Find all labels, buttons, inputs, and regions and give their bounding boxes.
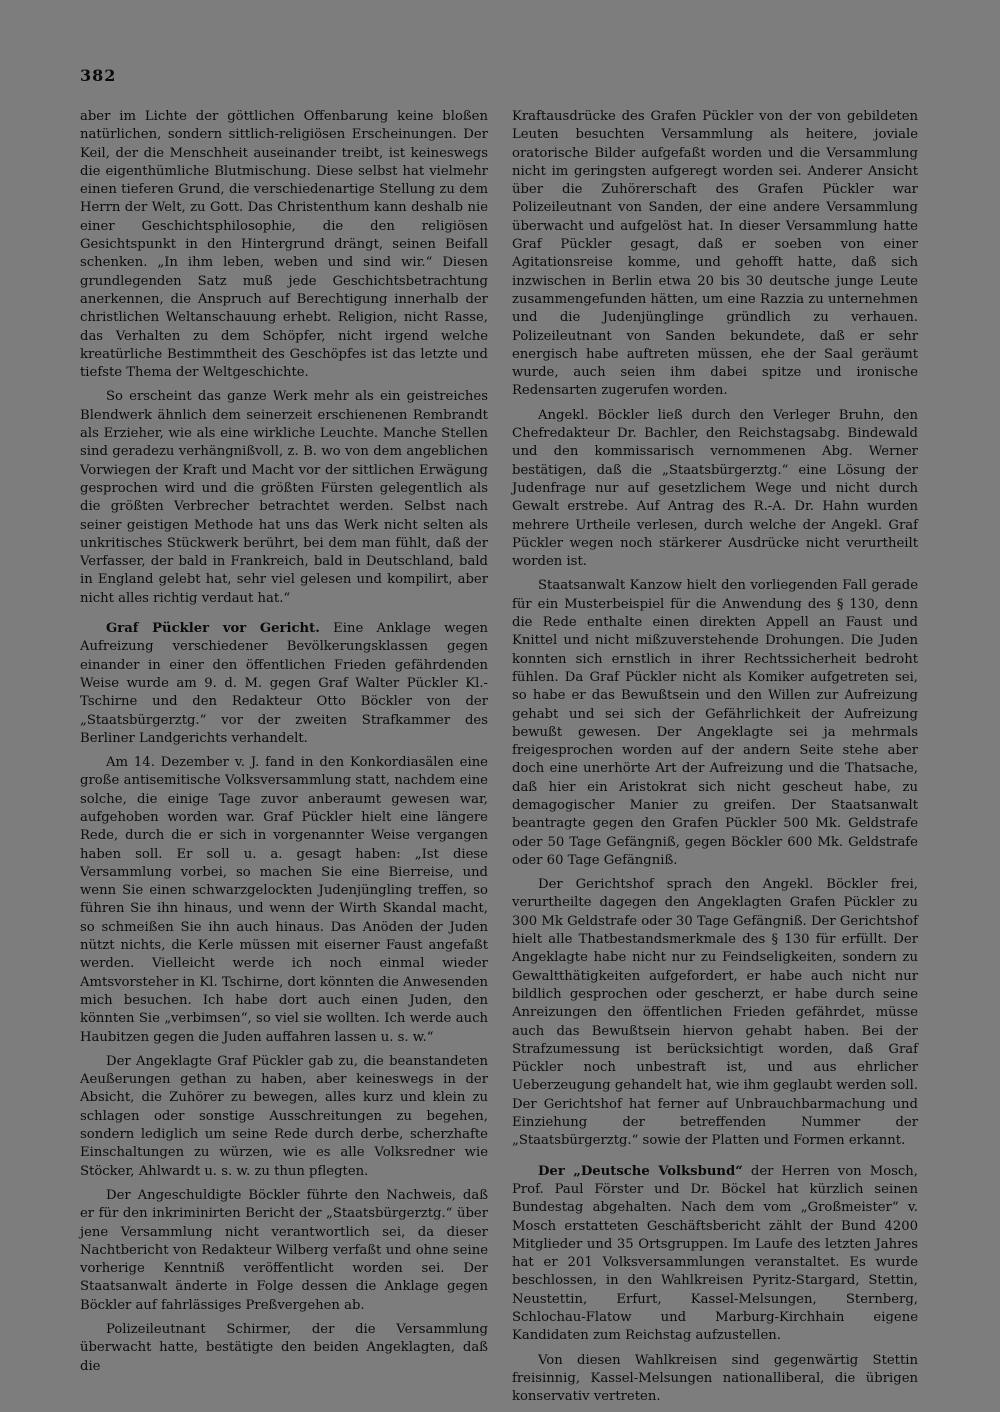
paragraph: Kraftausdrücke des Grafen Pückler von der von gebildeten Leuten besuchten Versammlung als heitere, joviale oratorische Bilder aufgefaßt worden und die Versammlung nicht im geringsten aufgeregt worden sei. Anderer Ansicht über die Zuhörerschaft des Grafen Pückler war Polizeileutnant von Sanden, der eine andere Versammlung überwacht und aufgelöst hat. In dieser Versammlung hatte Graf Pückler gesagt, daß er soeben von einer Agitationsreise komme, und gehofft hatte, daß sich inzwischen in Berlin etwa 20 bis 30 deutsche junge Leute zusammengefunden hätten, um eine Razzia zu unternehmen und die Judenjünglinge gründlich zu verhauen. Polizeileutnant von Sanden bekundete, daß er sehr energisch habe auftreten müssen, ehe der Saal geräumt wurde, auch seien ihm dabei spitze und ironische Redensarten zugerufen worden. [512,109,918,399]
paragraph: Der Angeschuldigte Böckler führte den Nachweis, daß er für den inkriminirten Bericht der „Staatsbürgerztg.“ über jene Versammlung nicht verantwortlich sei, da dieser Nachtbericht von Redakteur Wilberg verfaßt und ohne seine vorherige Kenntniß veröffentlicht worden sei. Der Staatsanwalt änderte in Folge dessen die Anklage gegen Böckler auf fahrlässiges Preßvergehen ab. [80,1187,488,1313]
paragraph: Am 14. Dezember v. J. fand in den Konkordiasälen eine große antisemitische Volksversammlung statt, nachdem eine solche, die einige Tage zuvor anberaumt gewesen war, aufgehoben worden war. Graf Pückler hielt eine längere Rede, durch die er sich in vorgenannter Weise vergangen haben soll. Er soll u. a. gesagt haben: „Ist diese Versammlung vorbei, so machen Sie eine Bierreise, und wenn Sie einen schwarzgelockten Judenjüngling treffen, so führen Sie ihn hinaus, und wenn der Wirth Skandal macht, so schmeißen Sie ihn auch hinaus. Das Anöden der Juden nützt nichts, die Kerle müssen mit eiserner Faust angefaßt werden. Vielleicht werde ich noch einmal wieder Amtsvorsteher in Kl. Tschirne, dort könnten die Anwesenden mich besuchen. Ich habe dort auch einen Juden, den könnten Sie „verbimsen“, so viel sie wollten. Ich werde auch Haubitzen gegen die Juden auffahren lassen u. s. w.“ [80,755,488,1045]
section-heading: Der „Deutsche Volksbund“ [538,1163,743,1179]
paragraph: Polizeileutnant Schirmer, der die Versammlung überwacht hatte, bestätigte den beiden Angeklagten, daß die [80,1322,488,1374]
right-column [512,108,918,1412]
paragraph: So erscheint das ganze Werk mehr als ein geistreiches Blendwerk ähnlich dem seinerzeit erschienenen Rembrandt als Erzieher, wie als eine wirkliche Leuchte. Manche Stellen sind geradezu verhängnißvoll, z. B. wo von dem angeblichen Vorwiegen der Kraft und Macht vor der sittlichen Erwägung gesprochen wird und die größten Fürsten gelegentlich als die größten Verbrecher betrachtet werden. Selbst nach seiner geistigen Methode hat uns das Werk nicht selten als unkritisches Stückwerk berührt, bei dem man fühlt, daß der Verfasser, der bald in Frankreich, bald in Deutschland, bald in England gelebt hat, sehr viel gelesen und kompilirt, aber nicht alles richtig verdaut hat.“ [80,389,488,606]
page-number: 382 [80,66,117,85]
paragraph-text: Eine Anklage wegen Aufreizung verschiedener Bevölkerungsklassen gegen einander in einer den öffentlichen Frieden gefährdenden Weise wurde am 9. d. M. gegen Graf Walter Pückler Kl.-Tschirne und den Redakteur Otto Böckler von der „Staatsbürgerztg.“ vor der zweiten Strafkammer des Berliner Landgerichts verhandelt. [80,621,488,746]
section-paragraph-graf-pueckler [80,620,488,748]
section-heading: Graf Pückler vor Gericht. [106,621,320,637]
paragraph: Angekl. Böckler ließ durch den Verleger Bruhn, den Chefredakteur Dr. Bachler, den Reichstagsabg. Bindewald und den kommissarisch vernommenen Abg. Werner bestätigen, daß die „Staatsbürgerztg.“ eine Lösung der Judenfrage nur auf gesetzlichem Wege und nicht durch Gewalt erstrebe. Auf Antrag des R.-A. Dr. Hahn wurden mehrere Urtheile verlesen, durch welche der Angekl. Graf Pückler wegen noch stärkerer Ausdrücke nicht verurtheilt worden ist. [512,407,918,570]
paragraph: Staatsanwalt Kanzow hielt den vorliegenden Fall gerade für ein Musterbeispiel für die Anwendung des § 130, denn die Rede enthalte einen direkten Appell an Faust und Knittel und nicht mißzuverstehende Drohungen. Die Juden konnten sich ernstlich in ihrer Rechtssicherheit bedroht fühlen. Da Graf Pückler nicht als Komiker aufgetreten sei, so habe er das Bewußtsein und den Willen zur Aufreizung gehabt und sei sich der Gefährlichkeit der Aufreizung bewußt gewesen. Der Angeklagte sei ja mehrmals freigesprochen worden auf der andern Seite stehe aber doch eine unerhörte Art der Aufreizung und die Thatsache, daß hier ein Aristokrat sich nicht gescheut habe, zu demagogischer Manier zu greifen. Der Staatsanwalt beantragte gegen den Grafen Pückler 500 Mk. Geldstrafe oder 50 Tage Gefängniß, gegen Böckler 600 Mk. Geldstrafe oder 60 Tage Gefängniß. [512,578,918,868]
paragraph: Der Angeklagte Graf Pückler gab zu, die beanstandeten Aeußerungen gethan zu haben, aber keineswegs in der Absicht, die Zuhörer zu bewegen, alles kurz und klein zu schlagen oder sonstige Ausschreitungen zu begehen, sondern lediglich um seine Rede durch derbe, scherzhafte Einschaltungen zu würzen, wie es alle Volksredner wie Stöcker, Ahlwardt u. s. w. zu thun pflegten. [80,1053,488,1179]
section-paragraph-volksbund [512,1163,918,1346]
left-column [80,108,488,1382]
paragraph-text: der Herren von Mosch, Prof. Paul Förster und Dr. Böckel hat kürzlich seinen Bundestag abgehalten. Nach dem vom „Großmeister“ v. Mosch erstatteten Geschäftsbericht zählt der Bund 4200 Mitglieder und 35 Ortsgruppen. Im Laufe des letzten Jahres hat er 201 Volksversammlungen veranstaltet. Es wurde beschlossen, in den Wahlkreisen Pyritz-Stargard, Stettin, Neustettin, Erfurt, Kassel-Melsungen, Sternberg, Schlochau-Flatow und Marburg-Kirchhain eigene Kandidaten zum Reichstag aufzustellen. [512,1163,918,1344]
paragraph: aber im Lichte der göttlichen Offenbarung keine bloßen natürlichen, sondern sittlich-religiösen Erscheinungen. Der Keil, der die Menschheit auseinander treibt, ist keineswegs die eigenthümliche Blutmischung. Diese selbst hat vielmehr einen tieferen Grund, die verschiedenartige Stellung zu dem Herrn der Welt, zu Gott. Das Christenthum kann deshalb nie einer Geschichtsphilosophie, die den religiösen Gesichtspunkt in den Hintergrund drängt, seinen Beifall schenken. „In ihm leben, weben und sind wir.“ Diesen grundlegenden Satz muß jede Geschichtsbetrachtung anerkennen, die Anspruch auf Berechtigung innerhalb der christlichen Weltanschauung erhebt. Religion, nicht Rasse, das Verhalten zu dem Schöpfer, nicht irgend welche kreatürliche Bestimmtheit des Geschöpfes ist das letzte und tiefste Thema der Weltgeschichte. [80,109,488,381]
paragraph: Der Gerichtshof sprach den Angekl. Böckler frei, verurtheilte dagegen den Angeklagten Grafen Pückler zu 300 Mk Geldstrafe oder 30 Tage Gefängniß. Der Gerichtshof hielt alle Thatbestandsmerkmale des § 130 für erfüllt. Der Angeklagte habe nicht nur zu Feindseligkeiten, sondern zu Gewaltthätigkeiten aufgefordert, er habe auch nicht nur bildlich gesprochen oder gescherzt, er habe durch seine Anreizungen den öffentlichen Frieden gefährdet, müsse auch das Bewußtsein hiervon gehabt haben. Bei der Strafzumessung ist berücksichtigt worden, daß Graf Pückler noch unbestraft ist, und aus ehrlicher Ueberzeugung gehandelt hat, wie ihm geglaubt werden soll. Der Gerichtshof hat ferner auf Unbrauchbarmachung und Einziehung der betreffenden Nummer der „Staatsbürgerztg.“ sowie der Platten und Formen erkannt. [512,877,918,1149]
paragraph: Von diesen Wahlkreisen sind gegenwärtig Stettin freisinnig, Kassel-Melsungen nationalliberal, die übrigen konservativ vertreten. [512,1352,918,1405]
